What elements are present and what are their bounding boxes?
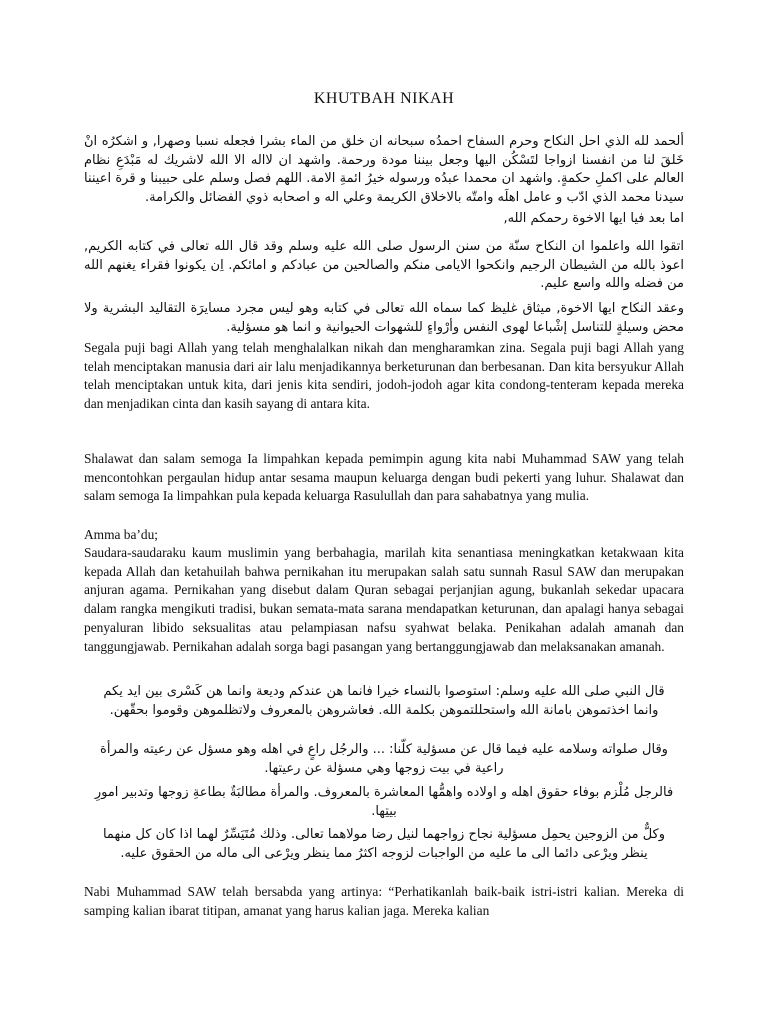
indonesian-nasihat-paragraph: Saudara-saudaraku kaum muslimin yang berbahagia, marilah kita senantiasa meningkatkan ketakwaan kita kepada Allah dan ketahuilah bahwa pernikahan itu merupakan salah satu sunnah Rasul SAW dan merupakan anjuran agama. Pernikahan yang disebut dalam Quran sebagai perjanjian agung, bukanlah sekedar upacara dalam rangka mengikuti tradisi, bukan semata-mata sarana mendapatkan keturunan, dan apalagi hanya sebagai penyaluran libido seksualitas atau pelampiasan nafsu syahwat belaka. Penikahan adalah amanah dan tanggungjawab. Pernikahan adalah sorga bagi pasangan yang bertanggungjawab dan melaksanakan amanah. [84, 545, 684, 654]
arabic-hadith-raain: وقال صلواته وسلامه عليه فيما قال عن مسؤلية كلّنا: ... والرجُل راعٍ في اهله وهو مسؤل عن رعيته والمرأة راعية في بيت زوجها وهي مسؤلة عن رعيتها. [100, 742, 668, 776]
arabic-husband-wife-duties: فالرجل مُلْزم بوفاء حقوق اهله و اولاده واهمُّها المعاشرة بالمعروف. والمرأة مطالبَةٌ بطاعةِ زوجها وتدبير امورِ بيتِها. [94, 785, 674, 819]
indonesian-amma-badu: Amma ba’du; [84, 527, 159, 542]
arabic-opening-praise: ألحمد لله الذي احل النكاح وحرم السفاح احمدُه سبحانه ان خلق من الماء بشرا فجعله نسبا وصهرا, و اشكرُه انْ خَلقَ لنا من انفسنا ازواجا لتَسْكُن اليها وجعل بيننا مودة ورحمة. واشهد ان لااله الا الله لاشريك له مَبْدَعِ نظام العالم على اكملِ حكمةٍ. واشهد ان محمدا عبدُه ورسوله خيرُ ائمةِ الامة. اللهم فصل وسلم على حبيبنا و قرة اعيننا سيدنا محمد الذي ادّب و عامل اهلَه وامتّه بالاخلاق الكريمة وعلي اله و اصحابه ذوي الفضائل والكرامة. [84, 134, 684, 205]
indonesian-hadith-translation: Nabi Muhammad SAW telah bersabda yang artinya: “Perhatikanlah baik-baik istri-istri kalian. Mereka di samping kalian ibarat titipan, amanat yang harus kalian jaga. Mereka kalian [84, 884, 684, 918]
arabic-aqd-nikah-paragraph: وعقد النكاح ايها الاخوة, ميثاق غليظ كما سماه الله تعالى في كتابه وهو ليس مجرد مسايرَة التقاليد البشرية ولا محض وسيلةٍ للتناسل إشْباعا لهوى النفس وأرْواءٍ للشهوات الحيوانية و انما هو مسؤلية. [84, 301, 684, 335]
arabic-shared-responsibility: وكلٌّ من الزوجين يحمِل مسؤلية نجاح زواجهما لنيل رضا مولاهما تعالى. وذلك مُتَيَسِّرٌ لهما اذا كان كل منهما ينظر ويرْعى دائما الى ما عليه من الواجبات لزوجه اكثرُ مما ينظر ويرْعى الى ماله من الحقوق عليه. [102, 827, 666, 861]
arabic-hadith-wasiat: قال النبي صلى الله عليه وسلم: استوصوا بالنساء خيرا فانما هن عندكم وديعة وانما هن كَسْرى بين ايد يكم وانما اخذتموهن بامانة الله واستحللتموهن بكلمة الله. فعاشروهن بالمعروف ولاتظلموهن وقوموا بحقّهن. [103, 684, 665, 718]
arabic-taqwa-paragraph: اتقوا الله واعلموا ان النكاح سنّة من سنن الرسول صلى الله عليه وسلم وقد قال الله تعالى في كتابه الكريم, اعوذ بالله من الشيطان الرجيم وانكحوا الايامى منكم والصالحين من عبادكم و امائكم. اِن يكونوا فقراء يغنهم الله من فضله والله واسع عليم. [84, 239, 684, 291]
indonesian-shalawat-paragraph: Shalawat dan salam semoga Ia limpahkan kepada pemimpin agung kita nabi Muhammad SAW yang telah mencontohkan pergaulan hidup antar sesama maupun keluarga dengan budi pekerti yang luhur. Shalawat dan salam semoga Ia limpahkan pula kepada keluarga Rasulullah dan para sahabatnya yang mulia. [84, 451, 684, 504]
indonesian-praise-paragraph: Segala puji bagi Allah yang telah menghalalkan nikah dan mengharamkan zina. Segala puji bagi Allah yang telah menciptakan manusia dari air lalu menjadikannya berketurunan dan berbesanan. Dan kita bersyukur Allah telah menciptakan untuk kita, dari jenis kita sendiri, jodoh-jodoh agar kita condong-tenteram kepada mereka dan menjadikan cinta dan kasih sayang di antara kita. [84, 340, 684, 412]
arabic-amma-baadu: اما بعد فيا ايها الاخوة رحمكم الله, [503, 211, 684, 226]
page-title: KHUTBAH NIKAH [313, 90, 455, 107]
